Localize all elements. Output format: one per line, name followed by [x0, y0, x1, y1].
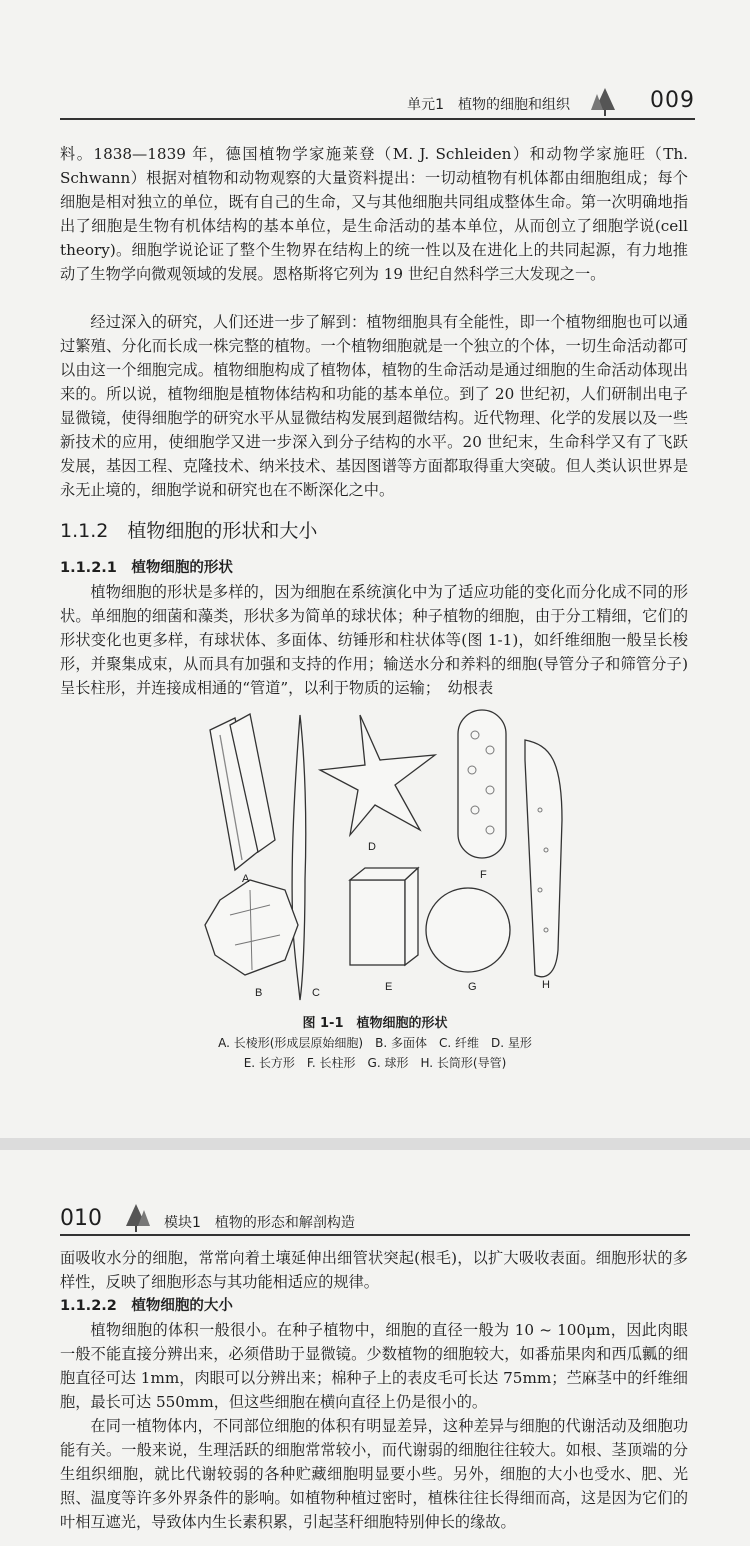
unit-title: 单元1 植物的细胞和组织 — [407, 97, 570, 113]
paragraph: 经过深入的研究，人们还进一步了解到：植物细胞具有全能性，即一个植物细胞也可以通过繁殖、分化而长成一株完整的植物。一个植物细胞就是一个独立的个体，一切生命活动都可以由这一个细胞完成。植物细胞构成了植物体，植物的生命活动是通过细胞的生命活动体现出来的。所以说，植物细胞是植物体结构和功能的基本单位。到了 20 世纪初，人们研制出电子显微镜，使得细胞学的研究水平从显微结构发展到超微结构。近代物理、化学的发展以及一些新技术的应用，使细胞学又进一步深入到分子结构的水平。20 世纪末，生命科学又有了飞跃发展，基因工程、克隆技术、纳米技术、基因图谱等方面都取得重大突破。但人类认识世界是永无止境的，细胞学说和研究也在不断深化之中。 — [60, 313, 688, 499]
cell-H-vessel — [525, 740, 562, 977]
figure-label: D — [368, 841, 376, 853]
figure-caption-line: A. 长棱形(形成层原始细胞) B. 多面体 C. 纤维 D. 星形 — [218, 1036, 532, 1050]
figure-cell-shapes — [190, 700, 570, 1010]
body-text-block — [60, 310, 688, 502]
paragraph: 面吸收水分的细胞，常常向着土壤延伸出细管状突起(根毛)，以扩大吸收表面。细胞形状的多样性，反映了细胞形态与其功能相适应的规律。 — [60, 1249, 688, 1291]
subsection-heading: 1.1.2.1 植物细胞的形状 — [60, 560, 233, 576]
figure-label: H — [542, 979, 550, 991]
page-number: 010 — [60, 1206, 102, 1231]
cell-E-rectangular — [350, 868, 418, 965]
cell-F-column — [458, 710, 506, 858]
paragraph: 在同一植物体内，不同部位细胞的体积有明显差异，这种差异与细胞的代谢活动及细胞功能有关。一般来说，生理活跃的细胞常常较小，而代谢弱的细胞往往较大。如根、茎顶端的分生组织细胞，就比代谢较弱的各种贮藏细胞明显要小些。另外，细胞的大小也受水、肥、光照、温度等许多外界条件的影响。如植物种植过密时，植株往往长得细而高，这是因为它们的叶相互遮光，导致体内生长素积累，引起茎秆细胞特别伸长的缘故。 — [60, 1417, 688, 1531]
tree-icon — [585, 86, 625, 118]
header-rule — [60, 118, 695, 120]
paragraph: 植物细胞的形状是多样的，因为细胞在系统演化中为了适应功能的变化而分化成不同的形状。单细胞的细菌和藻类，形状多为简单的球状体；种子植物的细胞，由于分工精细，它们的形状变化也更多样，有球状体、多面体、纺锤形和柱状体等(图 1-1)，如纤维细胞一般呈长梭形，并聚集成束，从而具有加强和支持的作用；输送水分和养料的细胞(导管分子和筛管分子)呈长柱形，并连接成相通的“管道”，以利于物质的运输； 幼根表 — [60, 583, 688, 697]
figure-caption-line: E. 长方形 F. 长柱形 G. 球形 H. 长筒形(导管) — [243, 1056, 507, 1070]
section-heading: 1.1.2 植物细胞的形状和大小 — [60, 520, 318, 542]
body-text-block — [60, 142, 688, 286]
cell-C-fiber — [292, 715, 306, 1000]
body-text-block — [60, 1246, 688, 1534]
page-number: 009 — [650, 88, 695, 113]
module-title: 模块1 植物的形态和解剖构造 — [164, 1215, 355, 1231]
header-rule — [60, 1234, 690, 1236]
cell-D-star — [320, 715, 435, 835]
figure-label: G — [468, 981, 477, 993]
page-header — [60, 86, 695, 120]
paragraph: 料。1838—1839 年，德国植物学家施莱登（M. J. Schleiden）和动物学家施旺（Th. Schwann）根据对植物和动物观察的大量资料提出：一切动植物有机体都由细胞组成；每个细胞是相对独立的单位，既有自己的生命，又与其他细胞共同组成整体生命。第一次明确地指出了细胞是生物有机体结构的基本单位，是生命活动的基本单位，从而创立了细胞学说(cell theory)。细胞学说论证了整个生物界在结构上的统一性以及在进化上的共同起源，有力地推动了生物学向微观领域的发展。恩格斯将它列为 19 世纪自然科学三大发现之一。 — [60, 145, 688, 283]
figure-label: A — [242, 873, 250, 885]
cell-A-prismatic — [210, 714, 275, 870]
body-text-block — [60, 556, 688, 700]
figure-label: B — [255, 987, 263, 999]
figure-label: E — [385, 981, 393, 993]
cell-G-sphere — [426, 888, 510, 972]
figure-label: F — [480, 869, 487, 881]
paragraph: 植物细胞的体积一般很小。在种子植物中，细胞的直径一般为 10 ~ 100μm，因此肉眼一般不能直接分辨出来，必须借助于显微镜。少数植物的细胞较大，如番茄果肉和西瓜瓤的细胞直径可达 1mm，肉眼可以分辨出来；棉种子上的表皮毛可长达 75mm；苎麻茎中的纤维细胞，最长可达 550mm，但这些细胞在横向直径上仍是很小的。 — [60, 1321, 688, 1411]
tree-icon — [116, 1202, 156, 1234]
page-header — [60, 1202, 690, 1236]
figure-label: C — [312, 987, 320, 999]
figure-caption-title: 图 1-1 植物细胞的形状 — [302, 1016, 448, 1031]
subsection-heading: 1.1.2.2 植物细胞的大小 — [60, 1298, 233, 1314]
page-gap — [0, 1138, 750, 1150]
